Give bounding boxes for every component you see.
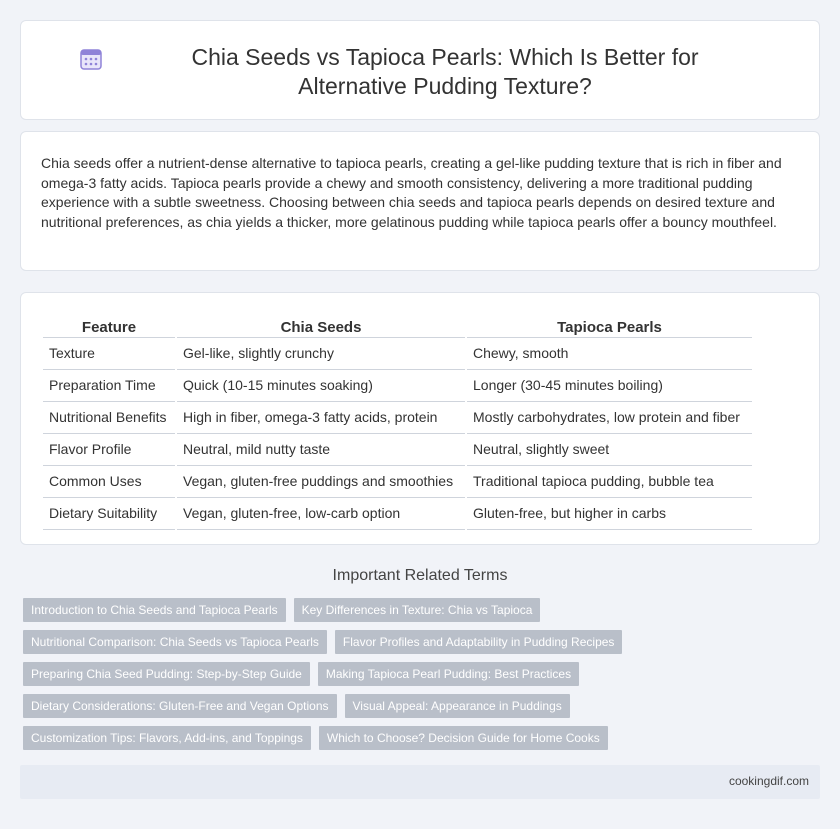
header-card [20,20,820,120]
comparison-table [43,315,752,530]
table-cell-feature: Dietary Suitability [43,498,176,530]
column-header-tapioca-pearls: Tapioca Pearls [466,315,752,338]
table-cell-chia: High in fiber, omega-3 fatty acids, protein [176,402,466,434]
related-terms-list [23,598,623,758]
table-cell-chia: Gel-like, slightly crunchy [176,338,466,370]
table-cell-chia: Quick (10-15 minutes soaking) [176,370,466,402]
related-term-tag[interactable]: Visual Appeal: Appearance in Puddings [345,694,570,718]
table-row [43,338,752,370]
comparison-table-card [20,292,820,545]
related-term-tag[interactable]: Key Differences in Texture: Chia vs Tapioca [294,598,541,622]
column-header-chia-seeds: Chia Seeds [176,315,466,338]
table-cell-tapioca: Traditional tapioca pudding, bubble tea [466,466,752,498]
intro-card [20,131,820,271]
table-row [43,434,752,466]
table-cell-feature: Flavor Profile [43,434,176,466]
table-cell-tapioca: Gluten-free, but higher in carbs [466,498,752,530]
table-cell-feature: Common Uses [43,466,176,498]
table-cell-tapioca: Chewy, smooth [466,338,752,370]
table-row [43,466,752,498]
footer-site-name: cookingdif.com [728,774,809,788]
related-term-tag[interactable]: Which to Choose? Decision Guide for Home Cooks [319,726,608,750]
page-title: Chia Seeds vs Tapioca Pearls: Which Is Better for Alternative Pudding Texture? [191,44,699,99]
related-term-tag[interactable]: Dietary Considerations: Gluten-Free and Vegan Options [23,694,337,718]
table-cell-feature: Texture [43,338,176,370]
related-term-tag[interactable]: Preparing Chia Seed Pudding: Step-by-Step Guide [23,662,310,686]
table-cell-tapioca: Mostly carbohydrates, low protein and fiber [466,402,752,434]
related-term-tag[interactable]: Customization Tips: Flavors, Add-ins, and Toppings [23,726,311,750]
table-row [43,498,752,530]
related-term-tag[interactable]: Introduction to Chia Seeds and Tapioca Pearls [23,598,286,622]
table-cell-tapioca: Longer (30-45 minutes boiling) [466,370,752,402]
footer [20,765,820,799]
intro-paragraph: Chia seeds offer a nutrient-dense alternative to tapioca pearls, creating a gel-like pudding texture that is rich in fiber and omega-3 fatty acids. Tapioca pearls provide a chewy and smooth consistency, delivering a more traditional pudding experience with a subtle sweetness. Choosing between chia seeds and tapioca pearls depends on desired texture and nutritional preferences, as chia yields a thicker, more gelatinous pudding while tapioca pearls offer a bouncy mouthfeel. [41,155,782,230]
table-row [43,402,752,434]
table-cell-feature: Nutritional Benefits [43,402,176,434]
table-cell-chia: Vegan, gluten-free, low-carb option [176,498,466,530]
table-cell-chia: Neutral, mild nutty taste [176,434,466,466]
column-header-feature: Feature [43,315,176,338]
table-cell-feature: Preparation Time [43,370,176,402]
related-terms-title: Important Related Terms [332,567,508,584]
table-cell-tapioca: Neutral, slightly sweet [466,434,752,466]
related-term-tag[interactable]: Flavor Profiles and Adaptability in Pudding Recipes [335,630,623,654]
table-row [43,370,752,402]
table-header-row [43,315,752,338]
table-cell-chia: Vegan, gluten-free puddings and smoothies [176,466,466,498]
related-term-tag[interactable]: Nutritional Comparison: Chia Seeds vs Tapioca Pearls [23,630,327,654]
related-term-tag[interactable]: Making Tapioca Pearl Pudding: Best Practices [318,662,579,686]
